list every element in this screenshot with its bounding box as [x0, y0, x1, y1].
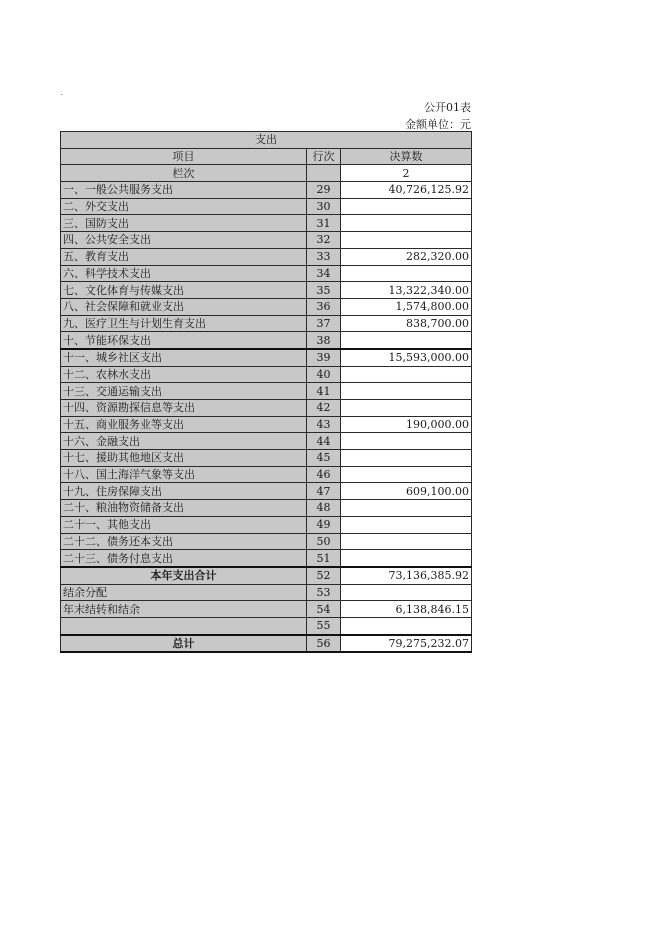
row-item-name: 十八、国土海洋气象等支出	[61, 466, 307, 483]
row-item-name: 九、医疗卫生与计划生育支出	[61, 315, 307, 332]
row-amount: 40,726,125.92	[341, 182, 472, 199]
row-amount: 15,593,000.00	[341, 349, 472, 366]
row-item-name: 二、外交支出	[61, 198, 307, 215]
table-row	[61, 198, 472, 215]
row-amount	[341, 516, 472, 533]
row-line-number: 44	[307, 433, 341, 450]
row-item-name: 十七、援助其他地区支出	[61, 450, 307, 467]
row-item-name: 八、社会保障和就业支出	[61, 298, 307, 315]
row-item-name: 本年支出合计	[61, 567, 307, 584]
table-row	[61, 315, 472, 332]
table-row	[61, 550, 472, 567]
row-amount	[341, 383, 472, 400]
row-line-number: 55	[307, 617, 341, 634]
row-item-name: 二十一、其他支出	[61, 516, 307, 533]
table-row	[61, 298, 472, 315]
row-amount	[341, 332, 472, 349]
row-line-number: 54	[307, 601, 341, 618]
row-item-name: 十四、资源勘探信息等支出	[61, 400, 307, 417]
row-item-name: 结余分配	[61, 584, 307, 601]
row-item-name: 十五、商业服务业等支出	[61, 416, 307, 433]
total-row	[61, 635, 472, 653]
row-item-name: 总计	[61, 635, 307, 653]
section-title: 支出	[61, 132, 472, 149]
table-row	[61, 500, 472, 517]
table-row	[61, 383, 472, 400]
row-item-name: 十九、住房保障支出	[61, 483, 307, 500]
row-line-number: 48	[307, 500, 341, 517]
distribution-row	[61, 584, 472, 601]
row-line-number: 35	[307, 282, 341, 299]
table-row	[61, 232, 472, 249]
table-row	[61, 483, 472, 500]
row-line-number: 49	[307, 516, 341, 533]
subtotal-row	[61, 567, 472, 584]
row-amount	[341, 400, 472, 417]
row-line-number: 50	[307, 533, 341, 550]
column-header-row	[61, 148, 472, 165]
row-line-number: 51	[307, 550, 341, 567]
row-line-number: 34	[307, 265, 341, 282]
row-line-number: 30	[307, 198, 341, 215]
amount-unit: 金额单位：元	[405, 118, 471, 131]
row-line-number: 39	[307, 349, 341, 366]
column-row-line-empty	[307, 165, 341, 182]
row-item-name: 六、科学技术支出	[61, 265, 307, 282]
row-amount: 73,136,385.92	[341, 567, 472, 584]
table-row	[61, 466, 472, 483]
column-header-item: 项目	[61, 148, 307, 165]
column-row-label: 栏次	[61, 165, 307, 182]
row-line-number: 32	[307, 232, 341, 249]
table-row	[61, 182, 472, 199]
table-row	[61, 282, 472, 299]
row-item-name: 十六、金融支出	[61, 433, 307, 450]
section-title-row	[61, 132, 472, 149]
row-item-name: 十、节能环保支出	[61, 332, 307, 349]
corner-mark: .	[60, 88, 63, 97]
row-line-number: 45	[307, 450, 341, 467]
row-amount	[341, 232, 472, 249]
table-row	[61, 248, 472, 265]
row-amount: 79,275,232.07	[341, 635, 472, 653]
row-item-name: 十一、城乡社区支出	[61, 349, 307, 366]
row-line-number: 53	[307, 584, 341, 601]
row-line-number: 52	[307, 567, 341, 584]
table-row	[61, 533, 472, 550]
row-item-name: 三、国防支出	[61, 215, 307, 232]
row-amount: 6,138,846.15	[341, 601, 472, 618]
row-item-name	[61, 617, 307, 634]
column-header-line: 行次	[307, 148, 341, 165]
table-row	[61, 332, 472, 349]
row-amount	[341, 215, 472, 232]
row-amount: 1,574,800.00	[341, 298, 472, 315]
row-amount: 838,700.00	[341, 315, 472, 332]
row-item-name: 一、一般公共服务支出	[61, 182, 307, 199]
table-row	[61, 366, 472, 383]
row-amount: 190,000.00	[341, 416, 472, 433]
table-row	[61, 349, 472, 366]
row-amount: 609,100.00	[341, 483, 472, 500]
row-item-name: 十二、农林水支出	[61, 366, 307, 383]
table-row	[61, 433, 472, 450]
table-row	[61, 215, 472, 232]
row-line-number: 42	[307, 400, 341, 417]
row-amount	[341, 450, 472, 467]
expenditure-table	[60, 131, 472, 653]
row-line-number: 47	[307, 483, 341, 500]
table-row	[61, 265, 472, 282]
row-amount	[341, 466, 472, 483]
row-amount: 282,320.00	[341, 248, 472, 265]
row-line-number: 36	[307, 298, 341, 315]
blank-row	[61, 617, 472, 634]
row-item-name: 十三、交通运输支出	[61, 383, 307, 400]
row-amount	[341, 433, 472, 450]
row-amount	[341, 366, 472, 383]
row-line-number: 43	[307, 416, 341, 433]
row-line-number: 29	[307, 182, 341, 199]
row-line-number: 33	[307, 248, 341, 265]
table-row	[61, 416, 472, 433]
row-amount	[341, 198, 472, 215]
carryover-row	[61, 601, 472, 618]
row-line-number: 37	[307, 315, 341, 332]
row-item-name: 四、公共安全支出	[61, 232, 307, 249]
row-amount	[341, 550, 472, 567]
row-amount	[341, 265, 472, 282]
row-line-number: 38	[307, 332, 341, 349]
form-code: 公开01表	[424, 101, 471, 114]
column-header-amount: 决算数	[341, 148, 472, 165]
row-line-number: 46	[307, 466, 341, 483]
row-item-name: 年末结转和结余	[61, 601, 307, 618]
table-row	[61, 516, 472, 533]
row-amount	[341, 533, 472, 550]
row-item-name: 七、文化体育与传媒支出	[61, 282, 307, 299]
row-amount	[341, 500, 472, 517]
table-row	[61, 450, 472, 467]
row-item-name: 二十二、债务还本支出	[61, 533, 307, 550]
row-line-number: 40	[307, 366, 341, 383]
row-item-name: 二十三、债务付息支出	[61, 550, 307, 567]
row-line-number: 41	[307, 383, 341, 400]
column-number-row	[61, 165, 472, 182]
row-amount	[341, 584, 472, 601]
row-line-number: 31	[307, 215, 341, 232]
row-item-name: 二十、粮油物资储备支出	[61, 500, 307, 517]
row-item-name: 五、教育支出	[61, 248, 307, 265]
row-line-number: 56	[307, 635, 341, 653]
column-row-number: 2	[341, 165, 472, 182]
row-amount	[341, 617, 472, 634]
row-amount: 13,322,340.00	[341, 282, 472, 299]
table-row	[61, 400, 472, 417]
